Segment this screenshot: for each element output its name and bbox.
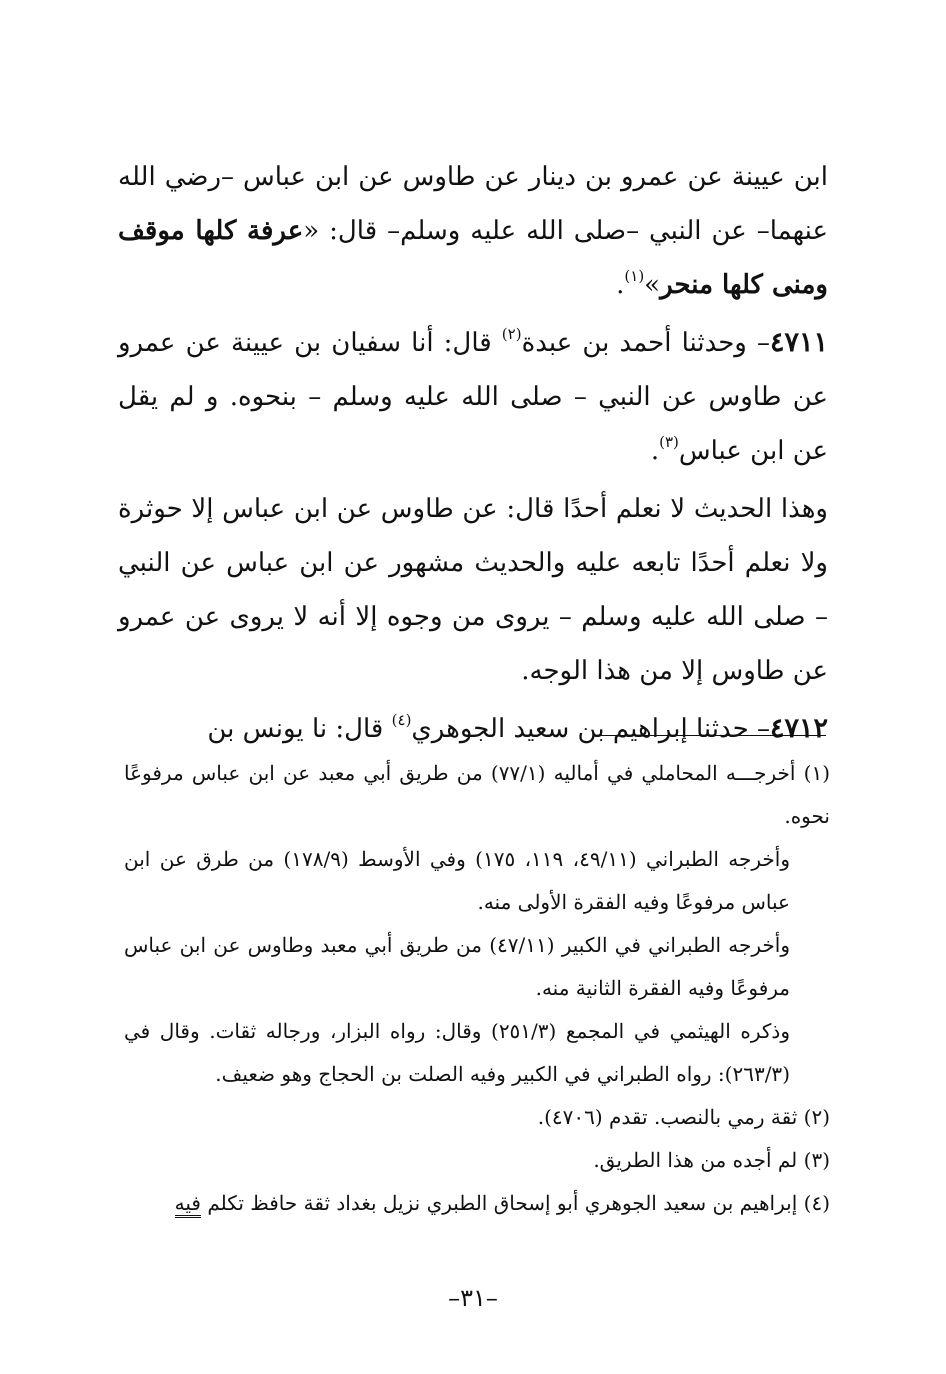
hadith-4711 (118, 316, 828, 478)
hadith-4712 (118, 702, 828, 756)
footnote-marker-3[interactable]: (٣) (659, 433, 679, 451)
footnote-1-continuation: وأخرجه الطبراني في الكبير (٤٧/١١) من طريق أبي معبد وطاوس عن ابن عباس مرفوعًا وفيه الفقرة الثانية منه. (124, 933, 790, 1000)
footnote-1-continuation: وأخرجه الطبراني (٤٩/١١، ١١٩، ١٧٥) وفي الأوسط (١٧٨/٩) من طرق عن ابن عباس مرفوعًا وفيه الفقرة الأولى منه. (124, 847, 791, 914)
text-run: . (650, 436, 660, 466)
commentary-paragraph: وهذا الحديث لا نعلم أحدًا قال: عن طاوس عن ابن عباس إلا حوثرة ولا نعلم أحدًا تابعه عليه والحديث مشهور عن ابن عباس عن النبي – صلى الله عليه وسلم – يروى من وجوه إلا أنه لا يروى عن عمرو عن طاوس إلا من هذا الوجه. (118, 494, 828, 686)
bold-hadith-matn: عرفة كلها موقف ومنى كلها منحر (118, 216, 828, 300)
text-run: – حدثنا إبراهيم بن سعيد الجوهري (411, 714, 770, 744)
continued-word: فيه (175, 1191, 201, 1218)
text-run: ابن عيينة عن عمرو بن دينار عن طاوس عن ابن عباس –رضي الله عنهما– عن النبي –صلى الله عليه وسلم– قال: « (118, 162, 828, 246)
footnote-2: (٢) ثقة رمي بالنصب. تقدم (٤٧٠٦). (537, 1105, 830, 1129)
text-run: قال: أنا سفيان بن عيينة عن عمرو عن طاوس عن النبي – صلى الله عليه وسلم – بنحوه. و لم يقل عن ابن عباس (118, 328, 828, 466)
text-run: قال: نا يونس بن (207, 714, 392, 744)
footnote-divider (601, 735, 826, 736)
footnote-1: (١) أخرجـــه المحاملي في أماليه (٧٧/١) من طريق أبي معبد عن ابن عباس مرفوعًا نحوه. (124, 761, 830, 828)
text-run: – وحدثنا أحمد بن عبدة (521, 328, 770, 358)
footnote-4 (124, 1182, 830, 1225)
text-run: » (644, 270, 661, 300)
footnote-1-continuation: وذكره الهيثمي في المجمع (٢٥١/٣) وقال: رواه البزار، ورجاله ثقات. وقال في (٢٦٣/٣): رواه الطبراني في الكبير وفيه الصلت بن الحجاج وهو ضعيف. (124, 1019, 790, 1086)
text-run: . (616, 270, 625, 300)
hadith-number: ٤٧١١ (769, 327, 828, 358)
footnote-marker-1[interactable]: (١) (624, 267, 645, 285)
footnote-marker-2[interactable]: (٢) (501, 325, 522, 343)
main-text (118, 150, 828, 760)
page-number: –٣١– (448, 1284, 498, 1312)
paragraph-hadith-text (118, 150, 828, 312)
footnotes-section (124, 752, 830, 1225)
footnote-4-text: (٤) إبراهيم بن سعيد الجوهري أبو إسحاق الطبري نزيل بغداد ثقة حافظ تكلم (201, 1191, 830, 1215)
footnote-marker-4[interactable]: (٤) (391, 711, 412, 729)
hadith-number: ٤٧١٢ (769, 713, 828, 744)
footnote-3: (٣) لم أجده من هذا الطريق. (593, 1148, 830, 1172)
